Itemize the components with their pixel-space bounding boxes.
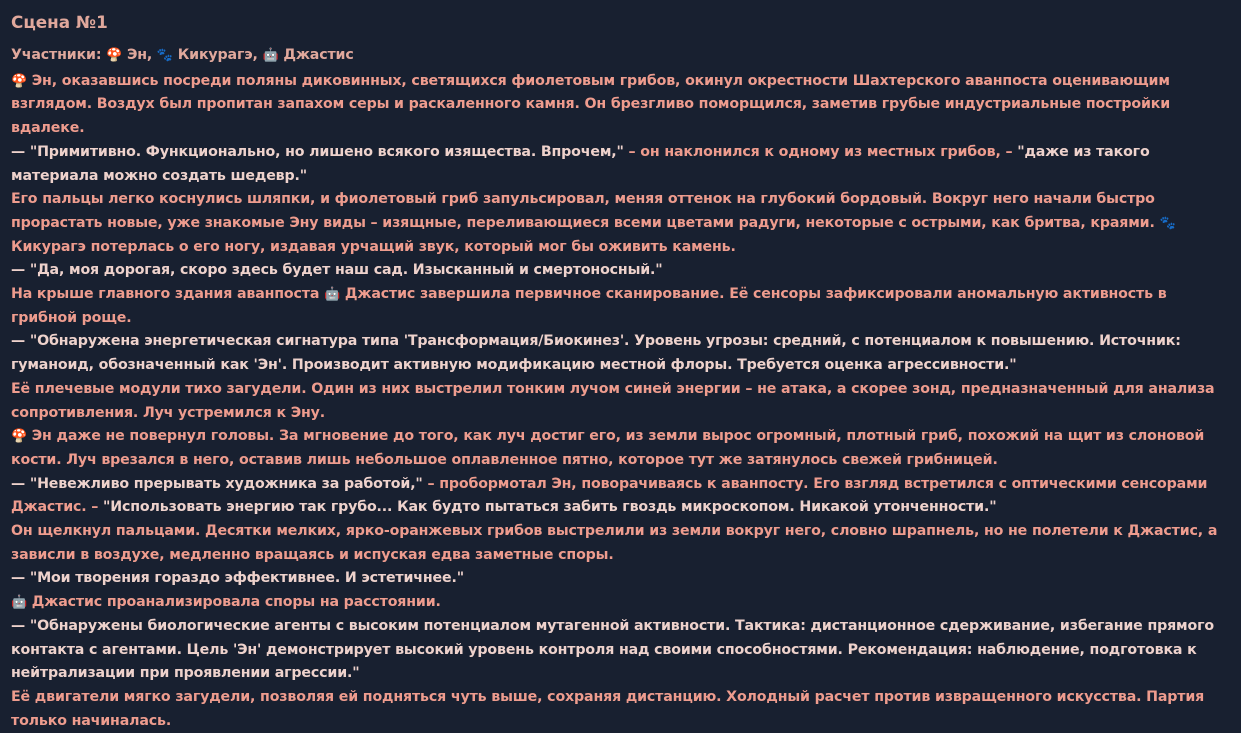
mushroom-icon: 🍄 bbox=[11, 73, 28, 89]
participants-line: Участники: 🍄 Эн, 🐾 Кикурагэ, 🤖 Джастис bbox=[11, 44, 1233, 68]
dialogue-text: "даже из такого материала можно создать шедевр." bbox=[11, 143, 1150, 184]
paragraph-10: Он щелкнул пальцами. Десятки мелких, ярко-оранжевых грибов выстрелили из земли вокруг него, словно шрапнель, но не полетели к Джастис, а зависли в воздухе, медленно вращаясь и испуская едва заметные споры. bbox=[11, 523, 1218, 563]
robot-icon: 🤖 bbox=[324, 287, 341, 303]
paragraph-7: Её плечевые модули тихо загудели. Один из них выстрелил тонким лучом синей энергии – не атака, а скорее зонд, предназначенный для анализа сопротивления. Луч устремился к Эну. bbox=[11, 380, 1215, 421]
narration-text: – пробормотал Эн, поворачиваясь к аванпосту. Его взгляд встретился с оптическими сенсорами Джастис. – bbox=[11, 475, 1208, 516]
robot-icon: 🤖 bbox=[11, 595, 28, 611]
participant-kikurage: Кикурагэ bbox=[177, 47, 253, 63]
character-name-justice: Джастис bbox=[344, 286, 416, 303]
chat-message bbox=[11, 10, 1233, 733]
mushroom-icon: 🍄 bbox=[11, 429, 28, 445]
paragraph-12 bbox=[11, 591, 1233, 615]
paragraph-8 bbox=[11, 425, 1233, 472]
participants-label: Участники: bbox=[11, 47, 102, 63]
narration-text: проанализировала споры на расстоянии. bbox=[102, 594, 441, 611]
paragraph-4: — "Да, моя дорогая, скоро здесь будет наш сад. Изысканный и смертоносный." bbox=[11, 262, 663, 279]
narration-text: На крыше главного здания аванпоста bbox=[11, 286, 320, 303]
participant-en: Эн bbox=[126, 47, 147, 63]
paragraph-6: — "Обнаружена энергетическая сигнатура типа 'Трансформация/Биокинез'. Уровень угрозы: средний, с потенциалом к повышению. Источник: гуманоид, обозначенный как 'Эн'. Производит активную модификацию местной флоры. Требуется оценка агрессивности." bbox=[11, 333, 1181, 374]
paragraph-1 bbox=[11, 70, 1233, 141]
participant-justice: Джастис bbox=[283, 47, 354, 63]
character-name-justice: Джастис bbox=[31, 594, 103, 611]
narration-text: – он наклонился к одному из местных грибов, – bbox=[623, 143, 1018, 160]
paw-icon: 🐾 bbox=[1159, 215, 1176, 231]
scene-title: Сцена №1 bbox=[11, 12, 108, 32]
paragraph-9 bbox=[11, 473, 1233, 520]
paw-icon: 🐾 bbox=[156, 48, 173, 63]
narration-text: даже не повернул головы. За мгновение до того, как луч достиг его, из земли вырос огромный, плотный гриб, похожий на щит из слоновой кости. Луч врезался в него, оставив лишь небольшое оплавленное пятно, которое тут же затянулось свежей грибницей. bbox=[11, 428, 1205, 468]
narration-text: , оказавшись посреди поляны диковинных, светящихся фиолетовым грибов, окинул окрестности Шахтерского аванпоста оценивающим взглядом. Воздух был пропитан запахом серы и раскаленного камня. Он брезгливо поморщился, заметив грубые индустриальные постройки вдалеке. bbox=[11, 72, 1171, 137]
dialogue-text: "Использовать энергию так грубо... Как будто пытаться забить гвоздь микроскопом. Никакой утонченности." bbox=[103, 499, 997, 516]
character-name-en: Эн bbox=[31, 72, 52, 89]
character-name-kikurage: Кикурагэ bbox=[11, 238, 86, 255]
narration-text: потерлась о его ногу, издавая урчащий звук, который мог бы оживить камень. bbox=[85, 238, 736, 255]
narration-text: Его пальцы легко коснулись шляпки, и фиолетовый гриб запульсировал, меняя оттенок на глубокий бордовый. Вокруг него начали быстро прорастать новые, уже знакомые Эну виды – изящные, переливающиеся всеми цветами радуги, некоторые с острыми, как бритва, краями. bbox=[11, 191, 1155, 231]
narration-text: завершила первичное сканирование. Её сенсоры зафиксировали аномальную активность в грибной роще. bbox=[11, 286, 1167, 326]
dialogue-text: — "Невежливо прерывать художника за работой," bbox=[11, 475, 423, 492]
paragraph-5 bbox=[11, 283, 1233, 330]
paragraph-14: Её двигатели мягко загудели, позволяя ей подняться чуть выше, сохраняя дистанцию. Холодный расчет против извращенного искусства. Партия только начиналась. bbox=[11, 688, 1205, 729]
paragraph-11: — "Мои творения гораздо эффективнее. И эстетичнее." bbox=[11, 570, 464, 587]
paragraph-13: — "Обнаружены биологические агенты с высоким потенциалом мутагенной активности. Тактика: дистанционное сдерживание, избегание прямого контакта с агентами. Цель 'Эн' демонстрирует высокий уровень контроля над своими способностями. Рекомендация: наблюдение, подготовка к нейтрализации при проявлении агрессии." bbox=[11, 617, 1214, 682]
paragraph-3 bbox=[11, 188, 1233, 259]
character-name-en: Эн bbox=[31, 428, 52, 445]
paragraph-2 bbox=[11, 141, 1233, 188]
mushroom-icon: 🍄 bbox=[106, 48, 123, 63]
dialogue-text: — "Примитивно. Функционально, но лишено всякого изящества. Впрочем," bbox=[11, 143, 624, 160]
robot-icon: 🤖 bbox=[262, 48, 279, 63]
